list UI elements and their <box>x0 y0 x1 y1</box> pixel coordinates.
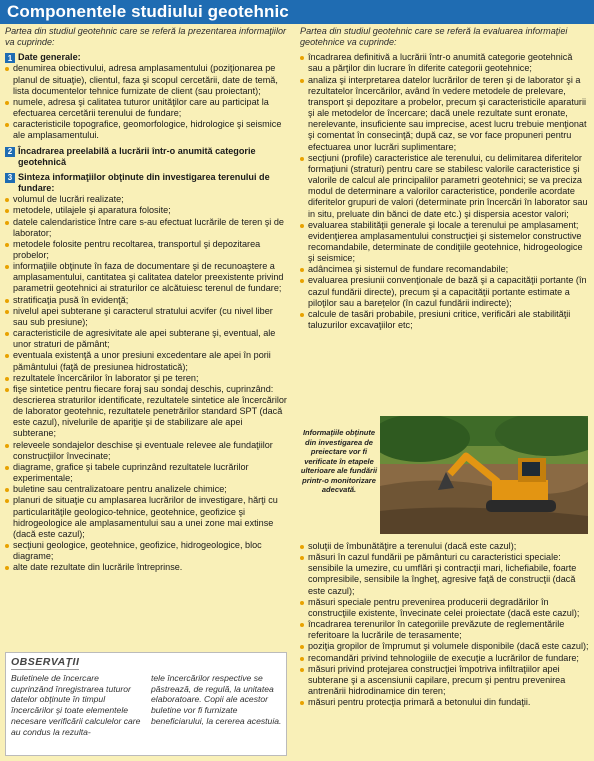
list-item: măsuri pentru protecţia primară a betonului din fundaţii. <box>300 697 589 708</box>
list-item: metodele, utilajele şi aparatura folosite; <box>5 205 287 216</box>
list-item: evaluarea presiunii convenţionale de bază şi a capacităţii portante (în cazul fundării directe), precum şi a capacităţii portante estimate a piloţilor sau a barețelor (în cazul fundării indirecte); <box>300 275 589 308</box>
list-item: rezultatele încercărilor în laborator şi pe teren; <box>5 373 287 384</box>
observations-title: OBSERVAŢII <box>11 656 80 668</box>
section-geotechnical-category <box>5 146 287 168</box>
list-item: buletine sau centralizatoare pentru analizele chimice; <box>5 484 287 495</box>
observations-text-col2: tele încercărilor respective se păstrează, de regulă, la unitatea elaboratoare. Copii ale acestor buletine vor fi furnizate beneficiarului, la cererea acestuia. <box>151 673 282 726</box>
section-heading <box>5 146 287 168</box>
list-item: adâncimea şi sistemul de fundare recomandabile; <box>300 264 589 275</box>
list-item: analiza şi interpretarea datelor lucrărilor de teren şi de laborator şi a rezultatelor încercărilor, având în vedere metodele de prelevare, transport şi depozitare a probelor, precum şi caracteristicile aparaturii şi ale metodelor de încercare; dacă unele rezultate sunt eronate, nerelevante, insuficiente sau imprecise, acest lucru trebuie menţionat şi comentat în consecinţă; după caz, se vor face propuneri pentru efectuarea unor lucrări suplimentare; <box>300 75 589 153</box>
section-number-badge: 2 <box>5 147 15 157</box>
left-intro: Partea din studiul geotehnic care se referă la prezentarea informaţiilor va cuprinde: <box>5 26 287 48</box>
list-item: recomandări privind tehnologiile de execuţie a lucrărilor de fundare; <box>300 653 589 664</box>
observations-body <box>11 673 283 737</box>
observations-box <box>5 652 287 756</box>
list-item: calcule de tasări probabile, presiuni critice, verificări ale stabilităţii taluzurilor excavaţiilor etc; <box>300 309 589 331</box>
page-title: Componentele studiului geotehnic <box>7 2 289 21</box>
list-item: volumul de lucrări realizate; <box>5 194 287 205</box>
right-intro: Partea din studiul geotehnic care se referă la evaluarea informaţiei geotehnice va cuprinde: <box>300 26 568 48</box>
excavator-illustration <box>380 416 588 534</box>
list-item: încadrarea definitivă a lucrării într-o anumită categorie geotehnică sau a părţilor din lucrare în diferite categorii geotehnice; <box>300 52 589 74</box>
list-item: numele, adresa şi calitatea tuturor unităţilor care au participat la efectuarea cercetării terenului de fundare; <box>5 97 287 119</box>
list-item: fişe sintetice pentru fiecare foraj sau sondaj deschis, cuprinzând: descrierea straturilor identificate, rezultatele sintetice ale încercărilor de laborator geotehnic, rezultatele penetrărilor standard SPT (dacă este cazul), nivelurile de apariţie şi de stabilizare ale apei subterane; <box>5 384 287 440</box>
list-item: caracteristicile topografice, geomorfologice, hidrologice şi seismice ale amplasamentului. <box>5 119 287 141</box>
list-item: denumirea obiectivului, adresa amplasamentului (poziţionarea pe planul de situaţie), clientul, faza şi scopul cercetării, date de temă, lista documentelor tehnice furnizate de client (sau proiectant); <box>5 63 287 96</box>
evaluation-list <box>300 52 589 331</box>
excavator-photo <box>380 416 588 534</box>
section-heading <box>5 172 287 194</box>
synthesis-list <box>5 194 287 573</box>
list-item: poziţia gropilor de împrumut şi volumele disponibile (dacă este cazul); <box>300 641 589 652</box>
left-column <box>5 26 287 574</box>
right-column <box>300 26 589 331</box>
list-item: releveele sondajelor deschise şi eventuale relevee ale fundaţiilor construcţiilor învecinate; <box>5 440 287 462</box>
list-item: eventuala existenţă a unor presiuni excedentare ale apei în porii pământului (faţă de presiunea hidrostatică); <box>5 350 287 372</box>
section-number-badge: 1 <box>5 53 15 63</box>
list-item: secţiuni (profile) caracteristice ale terenului, cu delimitarea diferitelor formaţiuni (straturi) pentru care se stabilesc valorile caracteristice şi valorile de calcul ale principalilor parametri geotehnici; se va preciza modul de determinare a valorilor caracteristice, ponderile acordate diferitelor grupuri de valori (determinate prin încercări în laborator sau in situ, preluate din bănci de date etc.) şi dispersia acestor valori; <box>300 153 589 220</box>
section-heading <box>5 52 287 63</box>
list-item: alte date rezultate din lucrările întreprinse. <box>5 562 287 573</box>
list-item: secţiuni geologice, geotehnice, geofizice, hidrogeologice, bloc diagrame; <box>5 540 287 562</box>
measures-list <box>300 541 589 708</box>
list-item: datele calendaristice între care s-au efectuat lucrările de teren şi de laborator; <box>5 217 287 239</box>
section-general-data <box>5 52 287 141</box>
section-heading-text: Date generale: <box>18 52 81 63</box>
list-item: evaluarea stabilităţii generale şi locale a terenului pe amplasament; evidenţierea amplasamentului construcţiei şi sistemelor constructive recomandabile, determinate de condiţiile geotehnice, hidrogeologice şi seismice; <box>300 220 589 265</box>
section-heading-text: Încadrarea preelabilă a lucrării într-o anumită categorie geotehnică <box>18 145 256 167</box>
section-heading-text: Sinteza informaţiilor obţinute din investigarea terenului de fundare: <box>18 171 270 194</box>
list-item: măsuri privind protejarea construcţiei împotriva infiltraţiilor apei subterane şi a ascensiunii capilare, precum şi pentru prevenirea antrenării hidrodinamice din teren; <box>300 664 589 697</box>
photo-caption: Informaţiile obţinute din investigarea de preiectare vor fi verificate în etapele ulterioare ale fundării printr-o monitorizare adecvată. <box>300 428 378 494</box>
list-item: măsuri în cazul fundării pe pământuri cu caracteristici speciale: sensibile la umezire, cu umflări şi contracţii mari, lichefiabile, foarte compresibile, sensibile la îngheţ, agresive faţă de construcţii (dacă este cazul); <box>300 552 589 597</box>
list-item: informaţiile obţinute în faza de documentare şi de recunoaştere a amplasamentului, cantitatea şi calitatea datelor preexistente privind parametrii geotehnici ai straturilor ce alcătuiesc terenul de fundare; <box>5 261 287 294</box>
observations-text-col1: Buletinele de încercare cuprinzând înregistrarea tuturor datelor obţinute în timpul încercărilor şi toate elementele necesare verificării calculelor care au condus la rezulta- <box>11 673 141 737</box>
list-item: diagrame, grafice şi tabele cuprinzând rezultatele lucrărilor experimentale; <box>5 462 287 484</box>
list-item: nivelul apei subterane şi caracterul stratului acvifer (cu nivel liber sau sub presiune); <box>5 306 287 328</box>
list-item: stratificaţia pusă în evidenţă; <box>5 295 287 306</box>
list-item: soluţii de îmbunătăţire a terenului (dacă este cazul); <box>300 541 589 552</box>
list-item: măsuri speciale pentru prevenirea producerii degradărilor în construcţiile existente, învecinate celei proiectate (dacă este cazul); <box>300 597 589 619</box>
general-data-list <box>5 63 287 141</box>
title-bar <box>0 0 594 24</box>
list-item: încadrarea terenurilor în categoriile prevăzute de reglementările referitoare la lucrările de terasamente; <box>300 619 589 641</box>
section-synthesis <box>5 172 287 574</box>
list-item: metodele folosite pentru recoltarea, transportul şi depozitarea probelor; <box>5 239 287 261</box>
section-number-badge: 3 <box>5 173 15 183</box>
list-item: caracteristicile de agresivitate ale apei subterane şi, eventual, ale unor straturi de pământ; <box>5 328 287 350</box>
right-column-lower <box>300 541 589 708</box>
list-item: planuri de situaţie cu amplasarea lucrărilor de investigare, hărţi cu particularităţile geologico-tehnice, geotehnice, geofizice şi hidrogeologice ale amplasamentului sau a unei zone mai extinse (dacă este cazul); <box>5 495 287 540</box>
